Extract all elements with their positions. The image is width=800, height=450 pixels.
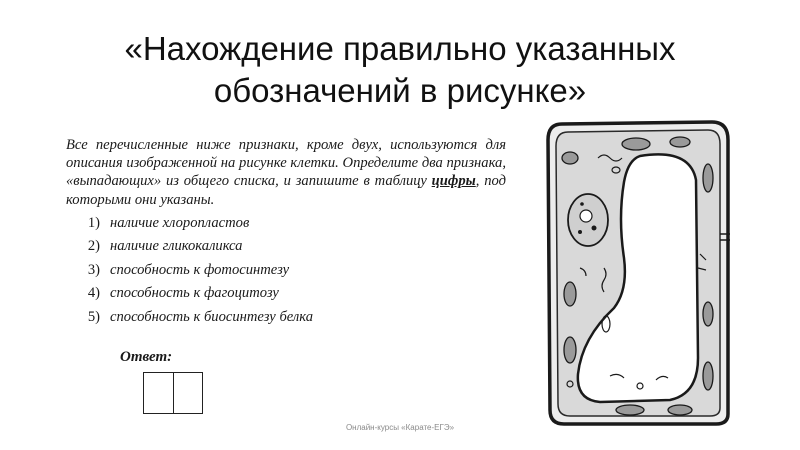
title-line-2: обозначений в рисунке»: [213, 72, 587, 109]
task-intro-end: , под которыми они указаны.: [66, 173, 506, 208]
option-text: способность к биосинтезу белка: [110, 308, 314, 325]
footer-text: Онлайн-курсы «Карате-ЕГЭ»: [345, 423, 455, 432]
plant-cell-illustration: [540, 118, 740, 428]
option-number: 1): [87, 214, 100, 231]
answer-table: [143, 372, 203, 414]
option-number: 5): [87, 308, 100, 325]
task-block: [66, 136, 506, 329]
option-text: способность к фотосинтезу: [110, 261, 290, 278]
nucleus: [568, 194, 608, 246]
option-item: [66, 235, 506, 259]
option-item: [66, 259, 506, 283]
task-intro-emphasis: цифры: [431, 173, 476, 190]
option-number: 2): [87, 238, 100, 255]
option-item: [66, 212, 506, 236]
task-intro: Все перечисленные ниже признаки, кроме двух, используются для описания изображенной на рисунке клетки. Определите два признака, «выпадающих» из общего списка, и запишите в таблицу: [66, 137, 506, 190]
slide-title: [40, 28, 760, 112]
answer-cell-2[interactable]: [173, 373, 203, 413]
title-line-1: «Нахождение правильно указанных: [124, 30, 676, 67]
option-text: наличие хлоропластов: [110, 214, 250, 231]
options-list: [66, 212, 506, 330]
option-text: способность к фагоцитозу: [110, 285, 279, 302]
option-text: наличие гликокаликса: [110, 238, 243, 255]
option-number: 3): [87, 261, 100, 278]
answer-cell-1[interactable]: [144, 373, 173, 413]
task-instructions: [66, 136, 506, 209]
option-number: 4): [87, 285, 100, 302]
option-item: [66, 306, 506, 330]
option-item: [66, 282, 506, 306]
answer-label: Ответ:: [120, 349, 173, 365]
